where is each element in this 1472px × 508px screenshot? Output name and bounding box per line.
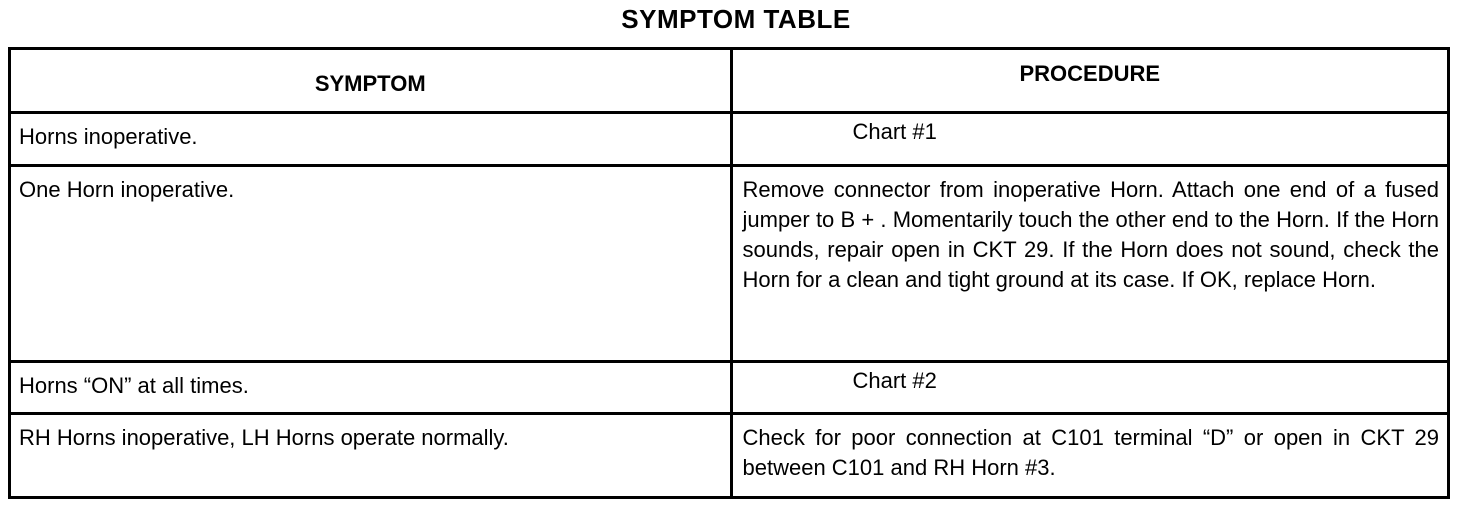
table-row xyxy=(11,413,1447,496)
table-header-row xyxy=(11,50,1447,112)
symptom-text: Horns “ON” at all times. xyxy=(19,372,249,398)
procedure-text: Check for poor connection at C101 terminal “D” or open in CKT 29 between C101 and RH Horn #3. xyxy=(742,424,1439,480)
procedure-cell xyxy=(731,112,1447,165)
symptom-text: Horns inoperative. xyxy=(19,123,198,149)
symptom-table-frame xyxy=(8,47,1450,499)
symptom-cell xyxy=(11,165,731,361)
symptom-cell xyxy=(11,361,731,413)
symptom-text: RH Horns inoperative, LH Horns operate normally. xyxy=(19,424,509,450)
procedure-text: Chart #1 xyxy=(852,118,937,144)
procedure-column-header xyxy=(731,50,1447,112)
table-row xyxy=(11,112,1447,165)
page-title: SYMPTOM TABLE xyxy=(621,4,851,34)
procedure-header-label: PROCEDURE xyxy=(1019,61,1161,87)
procedure-cell xyxy=(731,165,1447,361)
table-row xyxy=(11,165,1447,361)
procedure-cell xyxy=(731,361,1447,413)
symptom-column-header xyxy=(11,50,731,112)
procedure-cell xyxy=(731,413,1447,496)
symptom-cell xyxy=(11,413,731,496)
procedure-text: Remove connector from inoperative Horn. Attach one end of a fused jumper to B + . Momentarily touch the other end to the Horn. If the Horn sounds, repair open in CKT 29. If the Horn does not sound, check the Horn for a clean and tight ground at its case. If OK, replace Horn. xyxy=(742,176,1439,292)
procedure-text: Chart #2 xyxy=(852,367,937,393)
symptom-header-label: SYMPTOM xyxy=(314,71,426,97)
symptom-table xyxy=(11,50,1447,496)
symptom-cell xyxy=(11,112,731,165)
symptom-text: One Horn inoperative. xyxy=(19,176,235,202)
table-row xyxy=(11,361,1447,413)
